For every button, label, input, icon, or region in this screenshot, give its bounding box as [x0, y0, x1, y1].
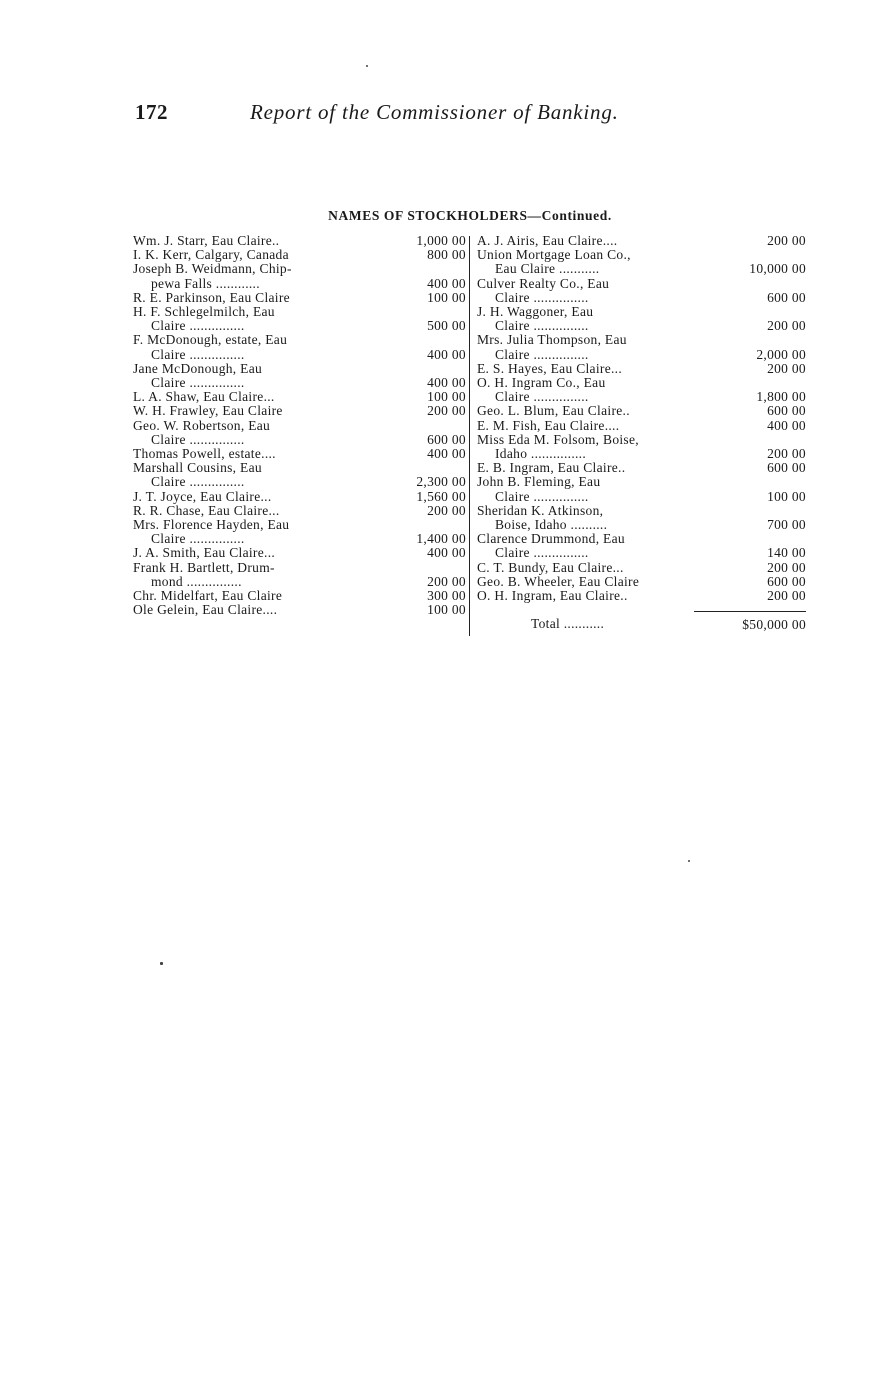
- total-amount: $50,000 00: [694, 611, 806, 632]
- stockholder-name: [477, 362, 694, 376]
- name-continuation: Claire ...............: [495, 289, 589, 305]
- share-amount: 200 00: [427, 403, 466, 419]
- stockholder-entry: [133, 333, 466, 361]
- stockholder-name: [133, 404, 388, 418]
- share-amount: 200 00: [767, 360, 806, 376]
- stockholder-entry: [133, 362, 466, 390]
- share-amount: 200 00: [767, 588, 806, 604]
- share-amount: 600 00: [767, 573, 806, 589]
- name-line: Geo. B. Wheeler, Eau Claire: [477, 573, 640, 589]
- share-amount: 100 00: [767, 488, 806, 504]
- name-line: Ole Gelein, Eau Claire....: [133, 602, 278, 618]
- name-continuation: pewa Falls ............: [151, 275, 260, 291]
- stockholder-name: [133, 305, 388, 333]
- share-amount: 100 00: [427, 389, 466, 405]
- stockholder-entry: [133, 603, 466, 617]
- stockholder-entry: [133, 291, 466, 305]
- stockholder-entry: [133, 447, 466, 461]
- share-amount: 600 00: [767, 460, 806, 476]
- name-continuation: Claire ...............: [495, 318, 589, 334]
- name-line: H. F. Schlegelmilch, Eau: [133, 304, 275, 320]
- name-line: W. H. Frawley, Eau Claire: [133, 403, 283, 419]
- stockholder-name: [477, 575, 694, 589]
- share-amount: 400 00: [427, 346, 466, 362]
- share-amount: 1,800 00: [756, 389, 806, 405]
- name-line: A. J. Airis, Eau Claire....: [477, 233, 618, 248]
- stockholder-name: [133, 333, 388, 361]
- stockholder-name: [477, 433, 694, 461]
- stockholder-entry: [133, 234, 466, 248]
- name-line: Chr. Midelfart, Eau Claire: [133, 588, 283, 604]
- stockholder-entry: [133, 561, 466, 589]
- stockholder-name: [133, 518, 388, 546]
- section-heading: NAMES OF STOCKHOLDERS—Continued.: [328, 208, 612, 223]
- stockholder-entry: [477, 475, 806, 503]
- stockholder-name: [477, 404, 694, 418]
- share-amount: 2,300 00: [416, 474, 466, 490]
- stockholder-name: [133, 603, 388, 617]
- stockholder-entry: [477, 234, 806, 248]
- name-line: Frank H. Bartlett, Drum-: [133, 559, 275, 575]
- name-line: Culver Realty Co., Eau: [477, 275, 610, 291]
- share-amount: 700 00: [767, 517, 806, 533]
- name-line: E. S. Hayes, Eau Claire...: [477, 360, 623, 376]
- share-amount: 2,000 00: [756, 346, 806, 362]
- name-continuation: Claire ...............: [495, 488, 589, 504]
- name-line: R. E. Parkinson, Eau Claire: [133, 289, 290, 305]
- name-continuation: Claire ...............: [495, 346, 589, 362]
- stockholder-name: [133, 419, 388, 447]
- share-amount: 800 00: [427, 247, 466, 263]
- stockholder-entry: [477, 589, 806, 603]
- stockholder-name: [133, 248, 388, 262]
- share-amount: 600 00: [767, 403, 806, 419]
- stockholder-entry: [133, 504, 466, 518]
- name-line: Mrs. Julia Thompson, Eau: [477, 332, 627, 348]
- name-line: Jane McDonough, Eau: [133, 360, 263, 376]
- stockholder-entry: [133, 262, 466, 290]
- name-line: L. A. Shaw, Eau Claire...: [133, 389, 275, 405]
- stockholder-entry: [477, 404, 806, 418]
- share-amount: 400 00: [427, 275, 466, 291]
- page-number: 172: [135, 100, 168, 124]
- scan-speck: [160, 962, 163, 965]
- stockholder-name: [477, 532, 694, 560]
- stockholder-entry: [477, 333, 806, 361]
- name-line: Union Mortgage Loan Co.,: [477, 247, 631, 263]
- name-continuation: Claire ...............: [495, 545, 589, 561]
- column-divider: [469, 236, 470, 636]
- name-line: E. B. Ingram, Eau Claire..: [477, 460, 626, 476]
- share-amount: 200 00: [427, 502, 466, 518]
- stockholder-name: [133, 589, 388, 603]
- stockholder-entry: [133, 404, 466, 418]
- name-line: Clarence Drummond, Eau: [477, 531, 625, 547]
- name-line: J. A. Smith, Eau Claire...: [133, 545, 276, 561]
- name-continuation: Eau Claire ...........: [495, 261, 600, 277]
- stockholder-entry: [477, 248, 806, 276]
- stockholder-entry: [477, 362, 806, 376]
- share-amount: 600 00: [767, 289, 806, 305]
- name-line: Marshall Cousins, Eau: [133, 460, 262, 476]
- share-amount: 400 00: [427, 375, 466, 391]
- share-amount: 10,000 00: [749, 261, 806, 277]
- name-line: J. H. Waggoner, Eau: [477, 304, 594, 320]
- stockholder-entry: [133, 419, 466, 447]
- total-label: Total ...........: [531, 616, 605, 632]
- name-continuation: Boise, Idaho ..........: [495, 517, 608, 533]
- share-amount: 200 00: [767, 318, 806, 334]
- stockholder-entry: [133, 589, 466, 603]
- stockholders-left-column: [133, 234, 466, 617]
- name-line: Sheridan K. Atkinson,: [477, 502, 604, 518]
- share-amount: 140 00: [767, 545, 806, 561]
- stockholder-entry: [133, 305, 466, 333]
- stockholder-name: [133, 234, 388, 248]
- share-amount: 400 00: [767, 417, 806, 433]
- name-continuation: mond ...............: [151, 573, 242, 589]
- stockholder-entry: [477, 504, 806, 532]
- name-line: Wm. J. Starr, Eau Claire..: [133, 233, 280, 248]
- stockholder-entry: [477, 305, 806, 333]
- stockholder-entry: [477, 461, 806, 475]
- share-amount: 500 00: [427, 318, 466, 334]
- share-amount: 200 00: [427, 573, 466, 589]
- name-line: John B. Fleming, Eau: [477, 474, 601, 490]
- name-line: Mrs. Florence Hayden, Eau: [133, 517, 290, 533]
- stockholder-entry: [477, 376, 806, 404]
- share-amount: 1,560 00: [416, 488, 466, 504]
- share-amount: 100 00: [427, 289, 466, 305]
- share-amount: 1,000 00: [416, 233, 466, 248]
- stockholder-name: [133, 262, 388, 290]
- name-line: F. McDonough, estate, Eau: [133, 332, 288, 348]
- name-line: C. T. Bundy, Eau Claire...: [477, 559, 624, 575]
- name-continuation: Claire ...............: [151, 318, 245, 334]
- stockholder-entry: [477, 575, 806, 589]
- total-row: [477, 611, 806, 632]
- stockholder-entry: [133, 461, 466, 489]
- stockholder-name: [477, 504, 694, 532]
- stockholder-name: [477, 419, 694, 433]
- stockholder-name: [133, 461, 388, 489]
- stockholder-entry: [133, 518, 466, 546]
- stockholder-entry: [133, 546, 466, 560]
- name-line: Geo. L. Blum, Eau Claire..: [477, 403, 630, 419]
- name-line: Geo. W. Robertson, Eau: [133, 417, 271, 433]
- share-amount: 300 00: [427, 588, 466, 604]
- stockholder-entry: [133, 248, 466, 262]
- share-amount: 400 00: [427, 446, 466, 462]
- name-line: E. M. Fish, Eau Claire....: [477, 417, 620, 433]
- name-continuation: Claire ...............: [151, 346, 245, 362]
- share-amount: 1,400 00: [416, 531, 466, 547]
- stockholders-right-column: [477, 234, 806, 632]
- scan-speck: [366, 65, 368, 67]
- name-line: J. T. Joyce, Eau Claire...: [133, 488, 272, 504]
- stockholder-name: [477, 475, 694, 503]
- name-continuation: Claire ...............: [151, 531, 245, 547]
- stockholder-name: [133, 447, 388, 461]
- name-continuation: Idaho ...............: [495, 446, 587, 462]
- stockholder-name: [477, 305, 694, 333]
- running-title: Report of the Commissioner of Banking.: [250, 100, 619, 124]
- share-amount: 100 00: [427, 602, 466, 618]
- share-amount: 200 00: [767, 559, 806, 575]
- scan-speck: [688, 860, 690, 862]
- stockholder-name: [133, 291, 388, 305]
- stockholder-name: [477, 248, 694, 276]
- stockholder-entry: [477, 419, 806, 433]
- stockholder-name: [477, 277, 694, 305]
- stockholder-name: [477, 461, 694, 475]
- stockholder-name: [477, 333, 694, 361]
- stockholder-name: [477, 561, 694, 575]
- name-continuation: Claire ...............: [151, 431, 245, 447]
- name-line: O. H. Ingram Co., Eau: [477, 375, 606, 391]
- stockholder-name: [477, 589, 694, 603]
- stockholder-entry: [477, 433, 806, 461]
- share-amount: 400 00: [427, 545, 466, 561]
- name-continuation: Claire ...............: [151, 474, 245, 490]
- name-line: Miss Eda M. Folsom, Boise,: [477, 431, 639, 447]
- stockholder-entry: [477, 561, 806, 575]
- stockholder-name: [477, 234, 694, 248]
- stockholder-name: [133, 561, 388, 589]
- stockholder-name: [133, 362, 388, 390]
- stockholder-name: [133, 490, 388, 504]
- name-line: R. R. Chase, Eau Claire...: [133, 502, 280, 518]
- name-line: Thomas Powell, estate....: [133, 446, 276, 462]
- stockholder-entry: [477, 277, 806, 305]
- stockholder-entry: [133, 490, 466, 504]
- name-continuation: Claire ...............: [495, 389, 589, 405]
- share-amount: 200 00: [767, 446, 806, 462]
- stockholder-name: [133, 546, 388, 560]
- stockholder-entry: [477, 532, 806, 560]
- name-line: I. K. Kerr, Calgary, Canada: [133, 247, 289, 263]
- stockholder-name: [133, 390, 388, 404]
- share-amount: 200 00: [767, 233, 806, 248]
- stockholder-name: [133, 504, 388, 518]
- name-line: O. H. Ingram, Eau Claire..: [477, 588, 628, 604]
- page-header: [135, 100, 695, 130]
- stockholder-name: [477, 376, 694, 404]
- name-continuation: Claire ...............: [151, 375, 245, 391]
- share-amount: 600 00: [427, 431, 466, 447]
- stockholder-entry: [133, 390, 466, 404]
- name-line: Joseph B. Weidmann, Chip-: [133, 261, 292, 277]
